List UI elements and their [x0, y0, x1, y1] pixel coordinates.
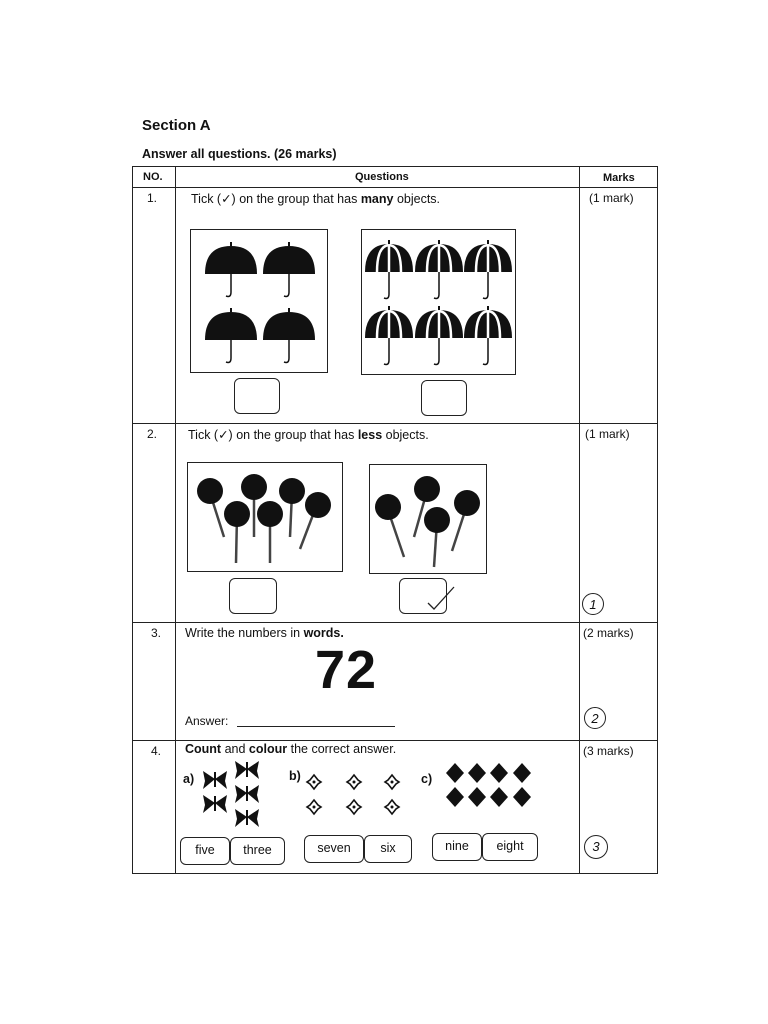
- column-divider: [175, 167, 176, 873]
- q2-group-b: [369, 464, 487, 574]
- q1-group-b: [361, 229, 516, 375]
- instructions: Answer all questions. (26 marks): [142, 147, 337, 161]
- q1-text: Tick (✓) on the group that has many objects.: [191, 192, 441, 206]
- q4-label-c: c): [421, 772, 433, 786]
- q4-label-b: b): [289, 769, 301, 783]
- diamond-icon: [443, 761, 535, 809]
- option-eight[interactable]: eight: [482, 833, 538, 861]
- q1-group-a: [190, 229, 328, 373]
- q1-tick-box-a[interactable]: [234, 378, 280, 414]
- q3-score: 2: [584, 707, 606, 729]
- section-title: Section A: [142, 117, 211, 134]
- column-divider: [579, 167, 580, 873]
- header-marks: Marks: [603, 172, 635, 184]
- option-seven[interactable]: seven: [304, 835, 364, 863]
- q4-label-a: a): [183, 772, 195, 786]
- q2-number: 2.: [147, 427, 158, 441]
- q1-marks: (1 mark): [589, 191, 634, 205]
- lollipop-icon: [188, 463, 342, 571]
- q2-text: Tick (✓) on the group that has less objects.: [188, 428, 429, 442]
- q4-marks: (3 marks): [583, 744, 634, 758]
- row-divider: [133, 423, 657, 424]
- q3-number: 3.: [151, 626, 162, 640]
- q2-marks: (1 mark): [585, 427, 630, 441]
- option-three[interactable]: three: [230, 837, 285, 865]
- q2-score: 1: [582, 593, 604, 615]
- q4-number: 4.: [151, 744, 162, 758]
- row-divider: [133, 622, 657, 623]
- q2-tick-box-b[interactable]: [399, 578, 447, 614]
- option-five[interactable]: five: [180, 837, 230, 865]
- q2-group-a: [187, 462, 343, 572]
- q4-score: 3: [584, 835, 608, 859]
- header-no: NO.: [143, 171, 163, 183]
- option-nine[interactable]: nine: [432, 833, 482, 861]
- q1-number: 1.: [147, 191, 158, 205]
- striped-umbrella-icon: [362, 230, 515, 374]
- flower-icon: [303, 767, 403, 827]
- q4-text: Count and colour the correct answer.: [185, 742, 397, 756]
- q1-tick-box-b[interactable]: [421, 380, 467, 416]
- umbrella-icon: [191, 230, 327, 372]
- questions-table: [132, 166, 658, 874]
- q2-tick-box-a[interactable]: [229, 578, 277, 614]
- q3-number-display: 72: [315, 640, 378, 700]
- lollipop-icon: [370, 465, 486, 573]
- option-six[interactable]: six: [364, 835, 412, 863]
- tick-mark-icon: [426, 585, 456, 611]
- header-questions: Questions: [355, 171, 409, 183]
- q3-text: Write the numbers in words.: [185, 626, 344, 640]
- q3-answer-line[interactable]: [237, 726, 395, 727]
- row-divider: [133, 187, 657, 188]
- q3-answer-label: Answer:: [185, 714, 229, 728]
- q3-marks: (2 marks): [583, 626, 634, 640]
- row-divider: [133, 740, 657, 741]
- butterfly-icon: [201, 757, 267, 829]
